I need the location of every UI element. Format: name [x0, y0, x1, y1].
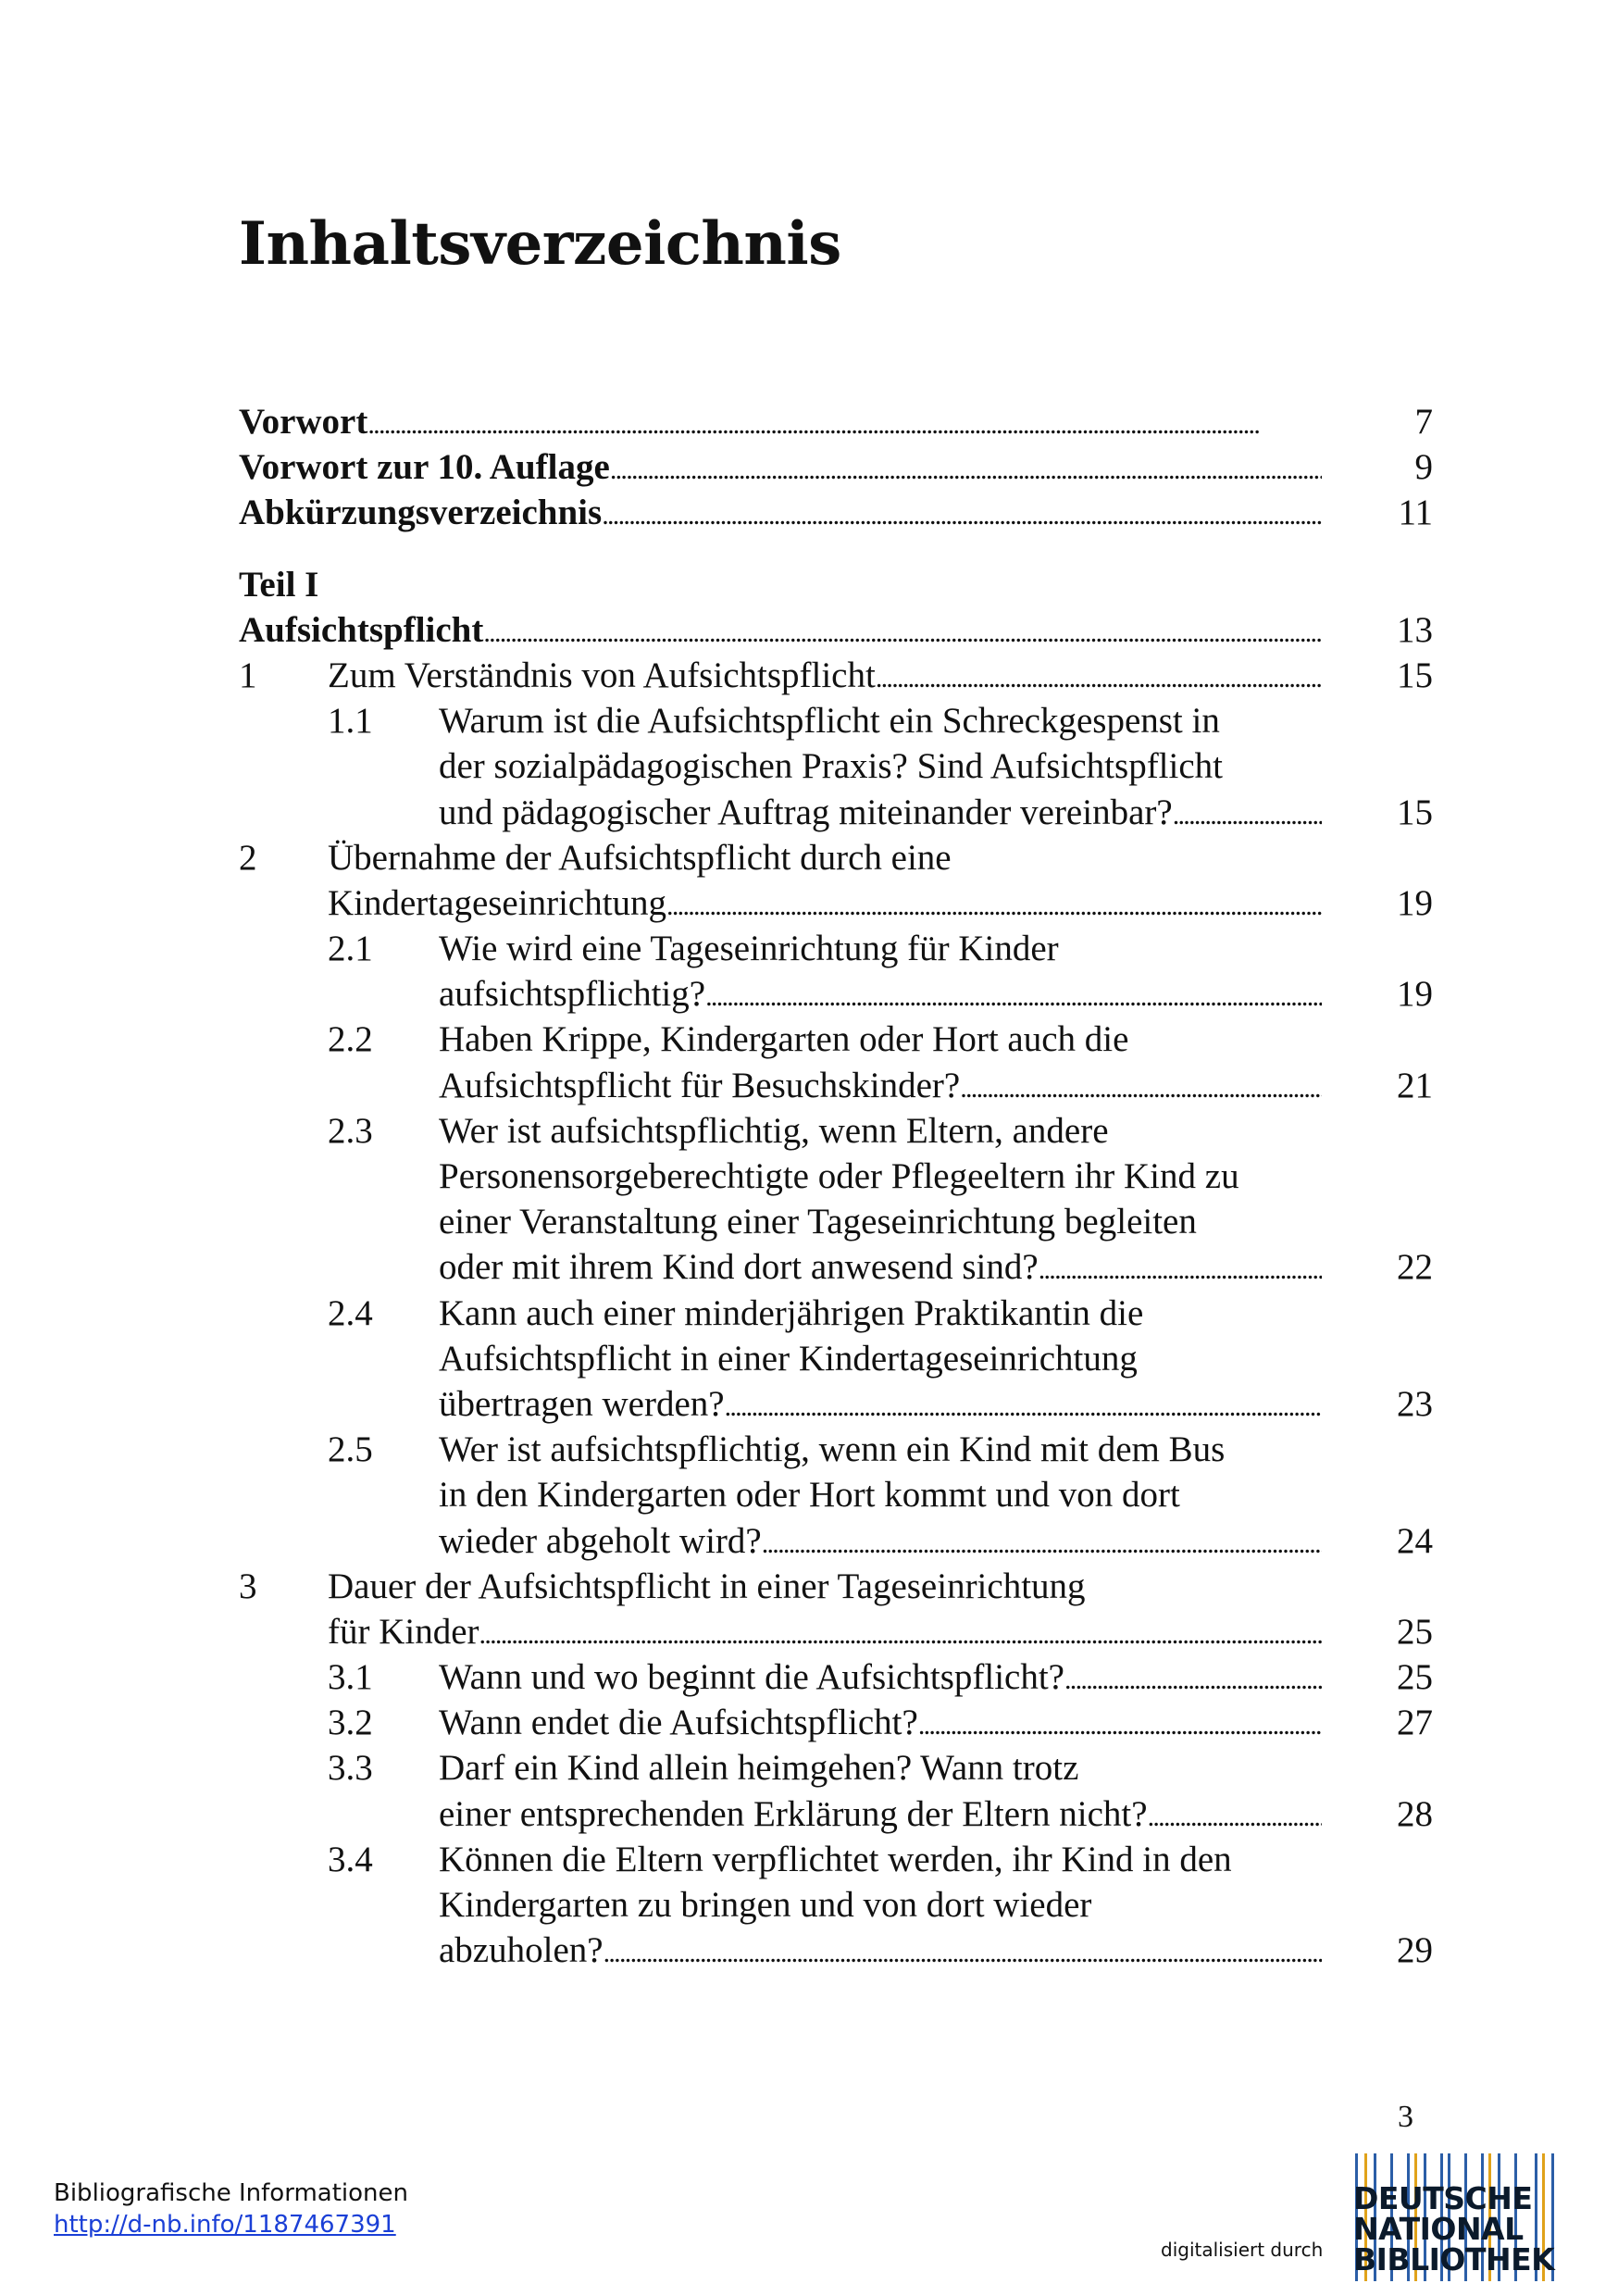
- toc-title: Zum Verständnis von Aufsichtspflicht: [328, 655, 876, 695]
- toc-title-line: abzuholen?: [439, 1930, 604, 1971]
- page-title: Inhaltsverzeichnis: [239, 209, 841, 279]
- toc-title-line: Haben Krippe, Kindergarten oder Hort auch die: [439, 1019, 1129, 1060]
- dnb-line: NATIONAL: [1353, 2211, 1524, 2247]
- toc-title: Abkürzungsverzeichnis: [239, 493, 603, 533]
- leader-dots: [479, 1609, 1322, 1657]
- toc-number: 2.2: [328, 1019, 373, 1060]
- toc-entry-part-title: [239, 607, 1433, 653]
- biblio-link[interactable]: http://d-nb.info/1187467391: [54, 2211, 396, 2239]
- biblio-label: Bibliografische Informationen: [54, 2179, 408, 2207]
- leader-dots: [725, 1381, 1322, 1429]
- table-of-contents: [239, 399, 1433, 1973]
- toc-number: 1.1: [328, 701, 373, 742]
- toc-title-line: Kindertageseinrichtung: [328, 882, 667, 923]
- toc-title-line: für Kinder: [328, 1611, 479, 1652]
- toc-entry-3: [239, 1564, 1433, 1609]
- dnb-line: DEUTSCHE: [1353, 2180, 1533, 2216]
- leader-dots: [367, 399, 1322, 447]
- toc-title-line: Wie wird eine Tageseinrichtung für Kinder: [439, 929, 1059, 969]
- toc-entry-3-4: [239, 1837, 1433, 1882]
- toc-entry-2: [239, 835, 1433, 880]
- toc-entry-vorwort-10: [239, 444, 1433, 490]
- toc-number: 2.5: [328, 1429, 373, 1470]
- leader-dots: [1064, 1654, 1322, 1703]
- toc-title: Wann und wo beginnt die Aufsichtspflicht?: [439, 1657, 1064, 1698]
- leader-dots: [602, 490, 1322, 538]
- toc-title-line: Kindergarten zu bringen und von dort wieder: [439, 1885, 1092, 1925]
- toc-title-line: der sozialpädagogischen Praxis? Sind Aufsichtspflicht: [439, 746, 1223, 787]
- leader-dots: [918, 1700, 1322, 1748]
- toc-page: 19: [1397, 882, 1433, 923]
- toc-title-line: Aufsichtspflicht für Besuchskinder?: [439, 1065, 961, 1105]
- toc-entry-vorwort: [239, 399, 1433, 444]
- toc-entry-3-1: [239, 1654, 1433, 1700]
- toc-page: 27: [1397, 1703, 1433, 1743]
- leader-dots: [1039, 1244, 1322, 1292]
- toc-title: Wann endet die Aufsichtspflicht?: [439, 1703, 918, 1743]
- toc-title-line: übertragen werden?: [439, 1383, 725, 1424]
- toc-entry-1: [239, 653, 1433, 698]
- toc-number: 3.2: [328, 1703, 373, 1743]
- toc-number: 3: [239, 1566, 257, 1606]
- toc-title: Vorwort: [239, 402, 368, 442]
- toc-title-line: Personensorgeberechtigte oder Pflegeeltern ihr Kind zu: [439, 1156, 1239, 1196]
- toc-number: 3.1: [328, 1657, 373, 1698]
- leader-dots: [604, 1928, 1322, 1976]
- toc-page: 23: [1397, 1383, 1433, 1424]
- toc-title: Vorwort zur 10. Auflage: [239, 447, 610, 488]
- toc-page: 25: [1397, 1611, 1433, 1652]
- leader-dots: [762, 1518, 1322, 1566]
- toc-title-line: in den Kindergarten oder Hort kommt und von dort: [439, 1475, 1180, 1516]
- toc-entry-2-3: [239, 1108, 1433, 1154]
- toc-page: 15: [1397, 655, 1433, 695]
- leader-dots: [960, 1063, 1322, 1111]
- toc-title-line: einer entsprechenden Erklärung der Eltern nicht?: [439, 1793, 1148, 1834]
- dnb-logo: [1353, 2153, 1566, 2281]
- toc-page: 29: [1397, 1930, 1433, 1971]
- toc-title-line: aufsichtspflichtig?: [439, 974, 706, 1015]
- toc-title-line: Übernahme der Aufsichtspflicht durch eine: [328, 837, 952, 878]
- digitized-by-caption: digitalisiert durch: [1161, 2239, 1324, 2261]
- leader-dots: [705, 971, 1322, 1019]
- toc-title-line: Darf ein Kind allein heimgehen? Wann trotz: [439, 1748, 1079, 1789]
- toc-page: 15: [1397, 792, 1433, 832]
- toc-title-line: Wer ist aufsichtspflichtig, wenn ein Kind mit dem Bus: [439, 1429, 1226, 1470]
- toc-page: 7: [1414, 402, 1433, 442]
- toc-entry-abkuerzungen: [239, 490, 1433, 535]
- toc-title-line: wieder abgeholt wird?: [439, 1520, 762, 1561]
- toc-title-line: einer Veranstaltung einer Tageseinrichtung begleiten: [439, 1202, 1197, 1242]
- toc-number: 2.4: [328, 1292, 373, 1333]
- toc-entry-3-2: [239, 1700, 1433, 1745]
- toc-page: 24: [1397, 1520, 1433, 1561]
- toc-title-line: oder mit ihrem Kind dort anwesend sind?: [439, 1247, 1039, 1288]
- leader-dots: [610, 444, 1322, 493]
- leader-dots: [1173, 790, 1322, 838]
- toc-page: 9: [1414, 447, 1433, 488]
- leader-dots: [666, 880, 1322, 929]
- part-label: Teil I: [239, 564, 319, 605]
- toc-title-line: Können die Eltern verpflichtet werden, ihr Kind in den: [439, 1839, 1232, 1879]
- toc-number: 2: [239, 837, 257, 878]
- bibliographic-info: [54, 2177, 408, 2240]
- dnb-wordmark: [1353, 2180, 1555, 2277]
- toc-title: Aufsichtspflicht: [239, 609, 484, 650]
- toc-title-line: Kann auch einer minderjährigen Praktikantin die: [439, 1292, 1144, 1333]
- toc-number: 2.3: [328, 1110, 373, 1151]
- toc-title-line: Warum ist die Aufsichtspflicht ein Schreckgespenst in: [439, 701, 1220, 742]
- page-number: 3: [1398, 2100, 1413, 2134]
- toc-entry-3-3: [239, 1745, 1433, 1791]
- toc-title-line: Aufsichtspflicht in einer Kindertageseinrichtung: [439, 1338, 1138, 1379]
- leader-dots: [1148, 1791, 1322, 1840]
- toc-page: 21: [1397, 1065, 1433, 1105]
- toc-number: 1: [239, 655, 257, 695]
- toc-page: 11: [1398, 493, 1433, 533]
- toc-page: 13: [1397, 609, 1433, 650]
- toc-page: 25: [1397, 1657, 1433, 1698]
- toc-title-line: und pädagogischer Auftrag miteinander vereinbar?: [439, 792, 1173, 832]
- toc-title-line: Dauer der Aufsichtspflicht in einer Tageseinrichtung: [328, 1566, 1086, 1606]
- toc-page: 19: [1397, 974, 1433, 1015]
- toc-number: 3.4: [328, 1839, 373, 1879]
- toc-page: 22: [1397, 1247, 1433, 1288]
- toc-number: 2.1: [328, 929, 373, 969]
- toc-entry-1-1: [239, 698, 1433, 743]
- toc-title-line: Wer ist aufsichtspflichtig, wenn Eltern, andere: [439, 1110, 1109, 1151]
- dnb-line: BIBLIOTHEK: [1353, 2241, 1555, 2277]
- toc-entry-2-1: [239, 926, 1433, 971]
- toc-entry-2-5: [239, 1427, 1433, 1472]
- toc-part-label: [239, 562, 1433, 607]
- toc-page: 28: [1397, 1793, 1433, 1834]
- toc-number: 3.3: [328, 1748, 373, 1789]
- leader-dots: [876, 653, 1322, 701]
- toc-entry-2-4: [239, 1291, 1433, 1336]
- leader-dots: [483, 607, 1322, 655]
- toc-entry-2-2: [239, 1017, 1433, 1062]
